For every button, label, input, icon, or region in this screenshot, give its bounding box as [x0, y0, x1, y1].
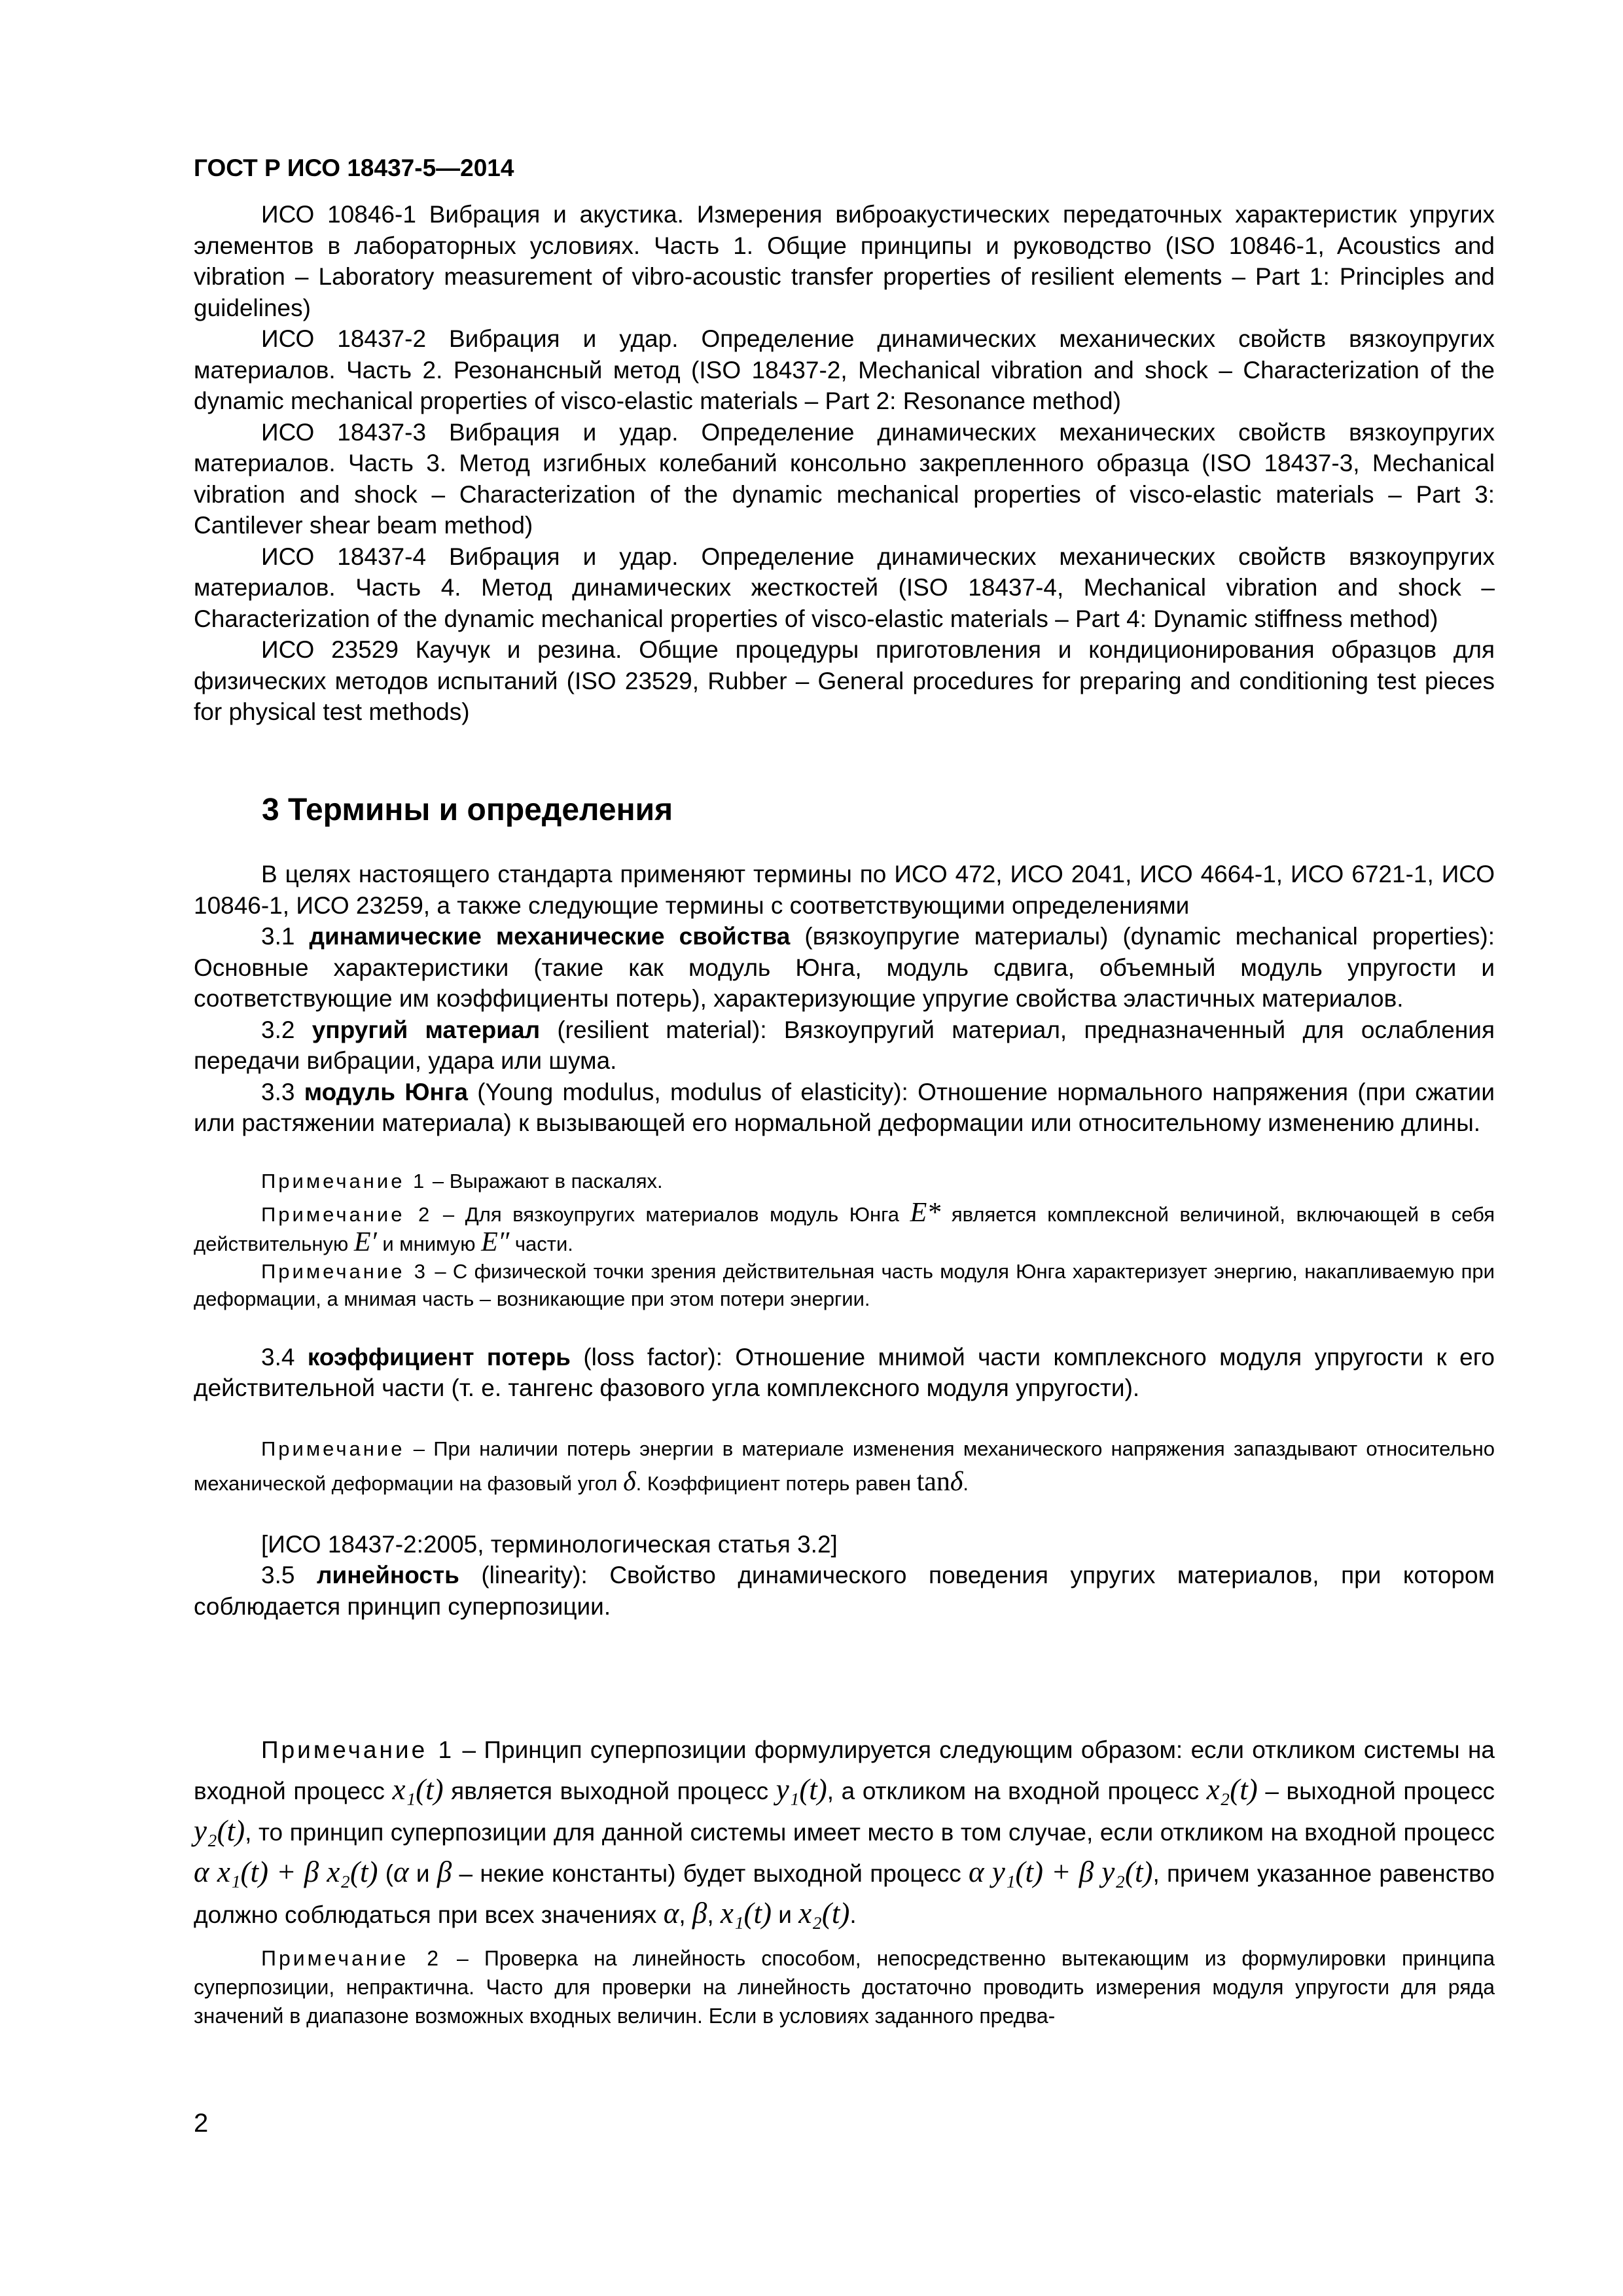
reference-item: ИСО 18437-4 Вибрация и удар. Определение динамических механических свойств вязкоупругих материалов. Часть 4. Метод динамических жесткостей (ISO 18437-4, Mechanical vibration and shock – Characterization of the dynamic mechanical properties of visco-elastic materials – Part 4: Dynamic stiffness method) [194, 543, 1495, 632]
formula-tan-fn: tan [916, 1466, 950, 1497]
formula-alpha: α [393, 1856, 409, 1888]
note-text: – Для вязкоупругих материалов модуль Юнга [432, 1202, 910, 1226]
note-text: , [679, 1901, 692, 1928]
note-text: , то принцип суперпозиции для данной системы имеет место в том случае, если откликом на входной процесс [245, 1819, 1495, 1846]
note-text: и мнимую [376, 1232, 482, 1255]
normative-references [194, 199, 1495, 728]
note-text: . [963, 1471, 969, 1495]
note-label: Примечание 2 [261, 1946, 442, 1970]
note-label: Примечание 3 [261, 1259, 429, 1283]
note-text: , причем указанное равенство должно соблюдаться при всех значениях [194, 1860, 1495, 1928]
note-text: , [707, 1901, 721, 1928]
term-definition: (resilient material): Вязкоупругий материал, предназначенный для ослабления передачи вибрации, удара или шума. [194, 1016, 1495, 1074]
reference-item: ИСО 18437-2 Вибрация и удар. Определение динамических механических свойств вязкоупругих материалов. Часть 2. Резонансный метод (ISO 18437-2, Mechanical vibration and shock – Characterization of the dynamic mechanical properties of visco-elastic materials – Part 2: Resonance method) [194, 325, 1495, 414]
page-number: 2 [194, 2109, 209, 2138]
formula-input-sum: α x₁(t) + β x₂(t) [194, 1856, 378, 1888]
term-definition: (loss factor): Отношение мнимой части комплексного модуля упругости к его действительной части (т. е. тангенс фазового угла комплексного модуля упругости). [194, 1343, 1495, 1401]
citation: [ИСО 18437-2:2005, терминологическая статья 3.2] [261, 1530, 838, 1558]
note-text: и [408, 1860, 437, 1887]
note-text: и [771, 1901, 799, 1928]
note [194, 1168, 1495, 1195]
note-text: части. [509, 1232, 573, 1255]
note [194, 1258, 1495, 1313]
term-name: упругий материал [312, 1016, 541, 1043]
note-text: – Выражают в паскалях. [427, 1169, 663, 1193]
note-text: – Проверка на линейность способом, непосредственно вытекающим из формулировки принципа суперпозиции, непрактична. Часто для проверки на линейность достаточно проводить измерения модуля упругости для ряда значений в диапазоне возможных входных величин. Если в условиях заданного предва- [194, 1946, 1495, 2028]
note-label: Примечание [261, 1437, 405, 1460]
note [194, 1433, 1495, 1500]
formula-y1: y₁(t) [776, 1773, 827, 1806]
formula-E-double-prime: E″ [481, 1227, 510, 1257]
reference-item: ИСО 23529 Каучук и резина. Общие процедуры приготовления и кондиционирования образцов для физических методов испытаний (ISO 23529, Rubber – General procedures for preparing and conditioning test pieces for physical test methods) [194, 636, 1495, 725]
formula-x1: x₁(t) [720, 1897, 772, 1929]
term-name: динамические механические свойства [309, 923, 791, 950]
formula-y2: y₂(t) [194, 1814, 245, 1847]
formula-E-prime: E′ [353, 1227, 377, 1257]
note [194, 1944, 1495, 2030]
reference-item: ИСО 18437-3 Вибрация и удар. Определение динамических механических свойств вязкоупругих материалов. Часть 3. Метод изгибных колебаний консольно закрепленного образца (ISO 18437-3, Mechanical vibration and shock – Characterization of the dynamic mechanical properties of visco-elastic materials – Part 3: Cantilever shear beam method) [194, 418, 1495, 539]
term-entry [194, 1560, 1495, 1622]
formula-E-star: E* [910, 1197, 941, 1228]
term-number: 3.3 [261, 1078, 304, 1105]
note-text: – некие константы) будет выходной процесс [452, 1860, 969, 1887]
term-definition: (Young modulus, modulus of elasticity): Отношение нормального напряжения (при сжатии или растяжении материала) к вызывающей его нормальной деформации или относительному изменению длины. [194, 1078, 1495, 1136]
note-text: ( [378, 1860, 394, 1887]
term-entry [194, 921, 1495, 1014]
terms-definitions [194, 859, 1495, 1622]
formula-beta: β [437, 1856, 452, 1888]
note [194, 1199, 1495, 1258]
note-label: Примечание 1 [261, 1169, 427, 1193]
linearity-notes [194, 1731, 1495, 2030]
term-definition: (linearity): Свойство динамического поведения упругих материалов, при котором соблюдается принцип суперпозиции. [194, 1562, 1495, 1620]
note-text: , а откликом на входной процесс [827, 1778, 1207, 1804]
note-text: является выходной процесс [443, 1778, 776, 1804]
formula-x2: x₂(t) [1206, 1773, 1258, 1806]
term-definition: (вязкоупругие материалы) (dynamic mechanical properties): Основные характеристики (такие как модуль Юнга, модуль сдвига, объемный модуль упругости и соответствующие им коэффициенты потерь), характеризующие упругие свойства эластичных материалов. [194, 923, 1495, 1012]
term-name: линейность [316, 1562, 459, 1588]
note-label: Примечание 2 [261, 1202, 433, 1226]
term-name: модуль Юнга [304, 1078, 468, 1105]
formula-tan-arg: δ [950, 1466, 963, 1497]
note-text: – Принцип суперпозиции формулируется следующим образом: если откликом системы на входной процесс [194, 1736, 1495, 1804]
note-text: . Коэффициент потерь равен [635, 1471, 917, 1495]
note-text: . [849, 1901, 857, 1928]
note-text: – выходной процесс [1257, 1778, 1495, 1804]
formula-alpha: α [663, 1897, 679, 1929]
term-number: 3.4 [261, 1343, 308, 1371]
formula-delta: δ [623, 1466, 636, 1497]
term-entry [194, 1077, 1495, 1139]
section-heading: 3 Термины и определения [262, 793, 673, 827]
term-number: 3.2 [261, 1016, 312, 1043]
formula-x1: x₁(t) [392, 1773, 444, 1806]
formula-x2: x₂(t) [798, 1897, 850, 1929]
reference-item: ИСО 10846-1 Вибрация и акустика. Измерения виброакустических передаточных характеристик упругих элементов в лабораторных условиях. Часть 1. Общие принципы и руководство (ISO 10846-1, Acoustics and vibration – Laboratory measurement of vibro-acoustic transfer properties of resilient elements – Part 1: Principles and guidelines) [194, 201, 1495, 321]
note-text: – При наличии потерь энергии в материале изменения механического напряжения запаздывают относительно механической деформации на фазовый угол [194, 1437, 1495, 1495]
term-name: коэффициент потерь [307, 1343, 571, 1371]
formula-beta: β [692, 1897, 707, 1929]
note-text: – С физической точки зрения действительная часть модуля Юнга характеризует энергию, накапливаемую при деформации, а мнимая часть – возникающие при этом потери энергии. [194, 1259, 1495, 1310]
formula-output-sum: α y₁(t) + β y₂(t) [969, 1856, 1153, 1888]
term-number: 3.1 [261, 923, 310, 950]
term-entry [194, 1014, 1495, 1077]
document-header: ГОСТ Р ИСО 18437-5—2014 [194, 154, 514, 181]
note-label: Примечание 1 [261, 1736, 455, 1763]
note [194, 1731, 1495, 1935]
section-intro: В целях настоящего стандарта применяют термины по ИСО 472, ИСО 2041, ИСО 4664-1, ИСО 6721-1, ИСО 10846-1, ИСО 23259, а также следующие термины с соответствующими определениями [194, 861, 1495, 919]
note-text: является комплексной величиной, включающей в себя действительную [194, 1202, 1495, 1255]
term-number: 3.5 [261, 1562, 317, 1588]
term-entry [194, 1342, 1495, 1404]
